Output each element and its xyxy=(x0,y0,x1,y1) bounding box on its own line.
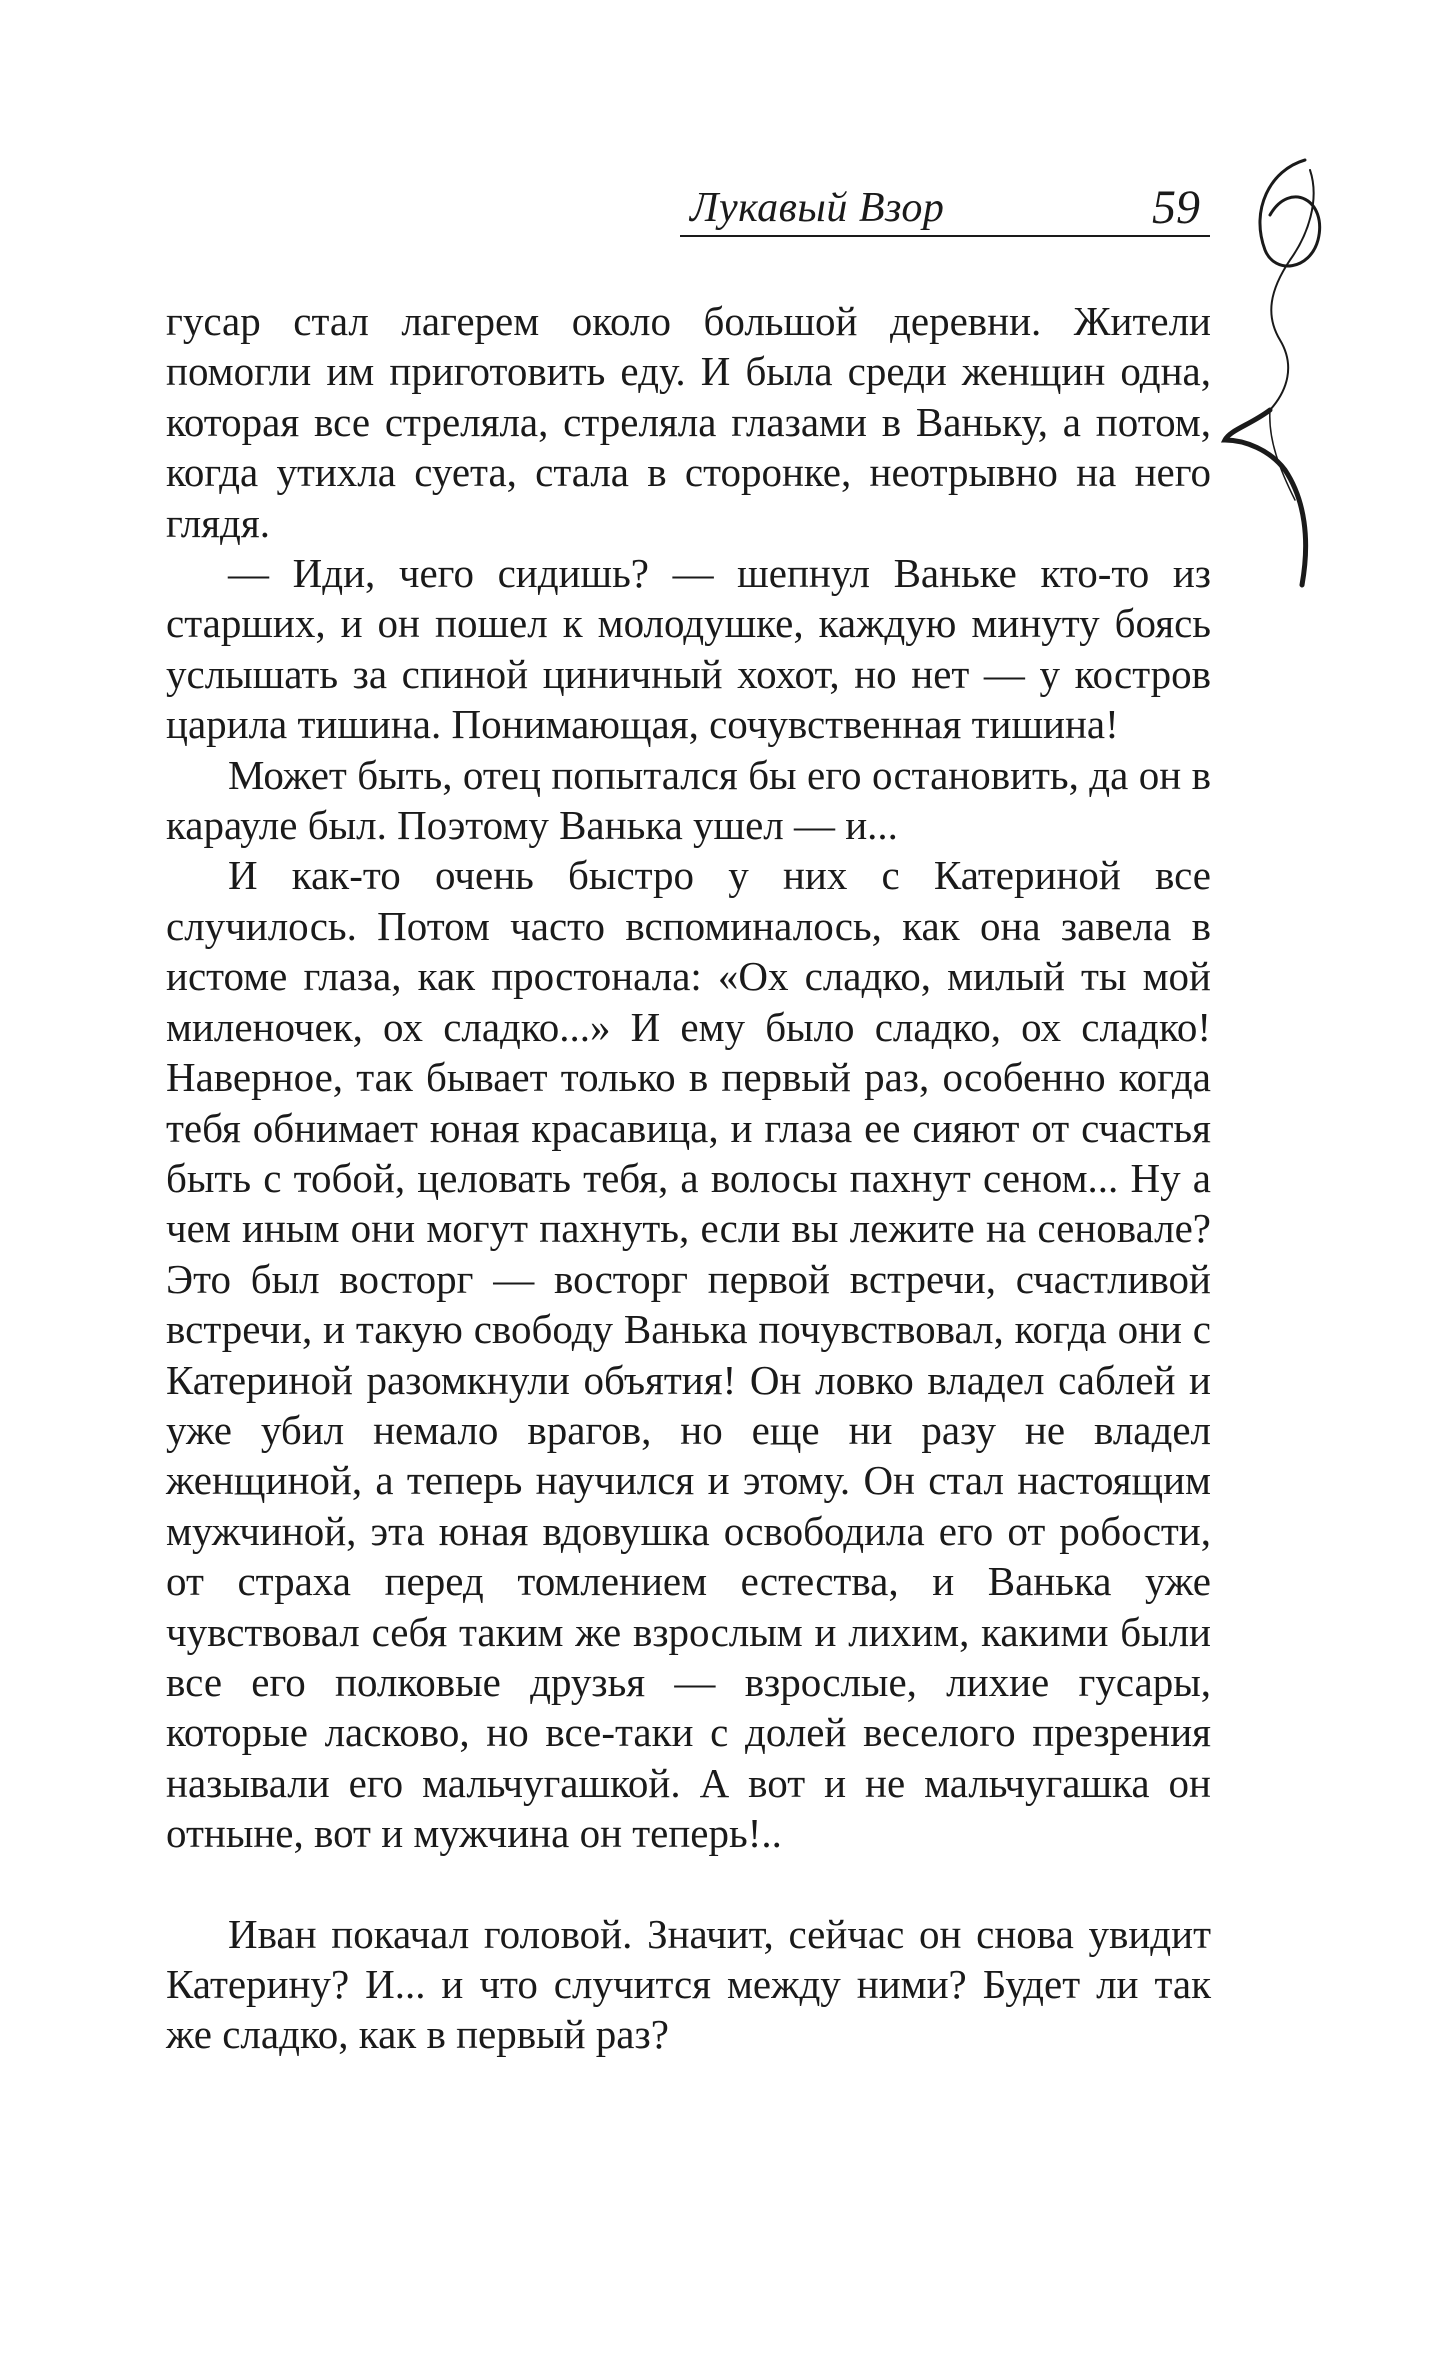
header-rule xyxy=(680,235,1210,237)
page-number: 59 xyxy=(1152,181,1200,234)
swash-ornament-icon xyxy=(1210,140,1360,600)
running-title: Лукавый Взор xyxy=(690,185,945,231)
body-text xyxy=(166,296,1211,2060)
paragraph: гусар стал лагерем около большой деревни. Жители помогли им приготовить еду. И была среди женщин одна, которая все стреляла, стреляла глазами в Ваньку, а потом, когда утихла суета, стала в сторонке, неотрывно на него глядя. xyxy=(166,298,1211,546)
running-header xyxy=(640,178,1220,248)
paragraph: И как-то очень быстро у них с Катериной все случилось. Потом часто вспоминалось, как она завела в истоме глаза, как простонала: «Ох сладко, милый ты мой миленочек, ох сладко...» И ему было сладко, ох сладко! Наверное, так бывает только в первый раз, особенно когда тебя обнимает юная красавица, и глаза ее сияют от счастья быть с тобой, целовать тебя, а волосы пахнут сеном... Ну а чем иным они могут пахнуть, если вы лежите на сеновале? Это был восторг — восторг первой встречи, счастливой встречи, и такую свободу Ванька почувствовал, когда они с Катериной разомкнули объятия! Он ловко владел саблей и уже убил немало врагов, но еще ни разу не владел женщиной, а теперь научился и этому. Он стал настоящим мужчиной, эта юная вдовушка освободила его от робости, от страха перед томлением естества, и Ванька уже чувствовал себя таким же взрослым и лихим, какими были все его полковые друзья — взрослые, лихие гусары, которые ласково, но все-таки с долей веселого презрения называли его мальчугашкой. А вот и не мальчугашка он отныне, вот и мужчина он теперь!.. xyxy=(166,852,1211,1857)
paragraph: Иван покачал головой. Значит, сейчас он снова увидит Катерину? И... и что случится между ними? Будет ли так же сладко, как в первый раз? xyxy=(166,1910,1211,2058)
paragraph: Может быть, отец попытался бы его остановить, да он в карауле был. Поэтому Ванька ушел — и... xyxy=(166,751,1211,849)
paragraph: — Иди, чего сидишь? — шепнул Ваньке кто-то из старших, и он пошел к молодушке, каждую минуту боясь услышать за спиной циничный хохот, но нет — у костров царила тишина. Понимающая, сочувственная тишина! xyxy=(166,550,1211,748)
